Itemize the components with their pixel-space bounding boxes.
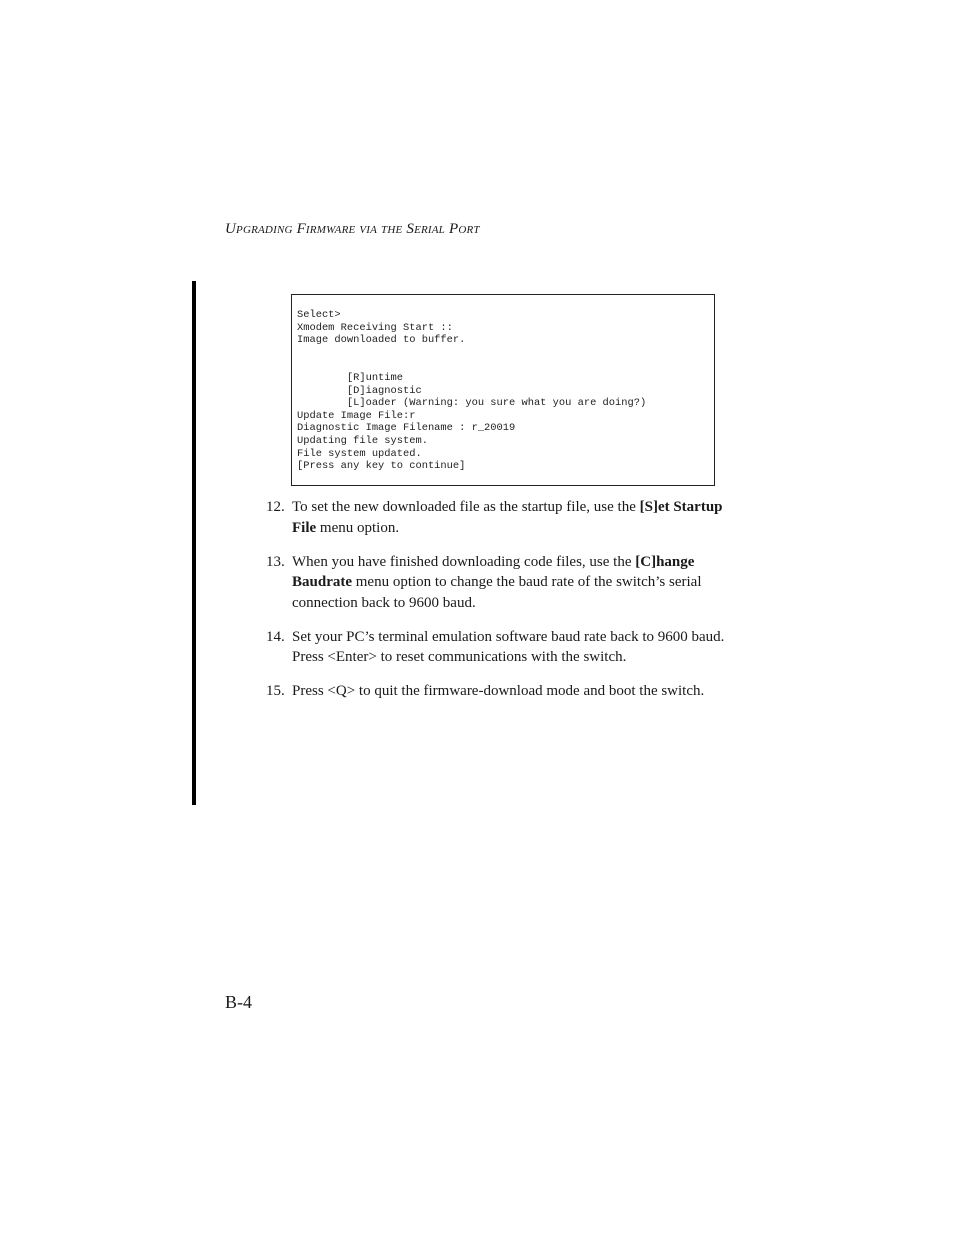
terminal-line: [R]untime — [297, 371, 404, 384]
terminal-line: Diagnostic Image Filename : r_20019 — [297, 422, 516, 435]
step-text: Set your PC’s terminal emulation software baud rate back to 9600 baud. Press <Enter> to reset communications with the switch. — [292, 628, 725, 665]
terminal-line: Image downloaded to buffer. — [297, 334, 466, 347]
menu-option-name: [S]et Startup File — [292, 499, 723, 536]
step-number: 13. — [266, 553, 285, 570]
step-text: To set the new downloaded file as the startup file, use the — [292, 499, 640, 515]
step-14 — [262, 627, 732, 668]
step-12 — [262, 497, 732, 538]
step-number: 12. — [266, 499, 285, 515]
step-13 — [262, 552, 732, 614]
terminal-line: [D]iagnostic — [297, 384, 422, 397]
terminal-output-box — [291, 294, 715, 486]
terminal-line: [Press any key to continue] — [297, 460, 466, 473]
step-text: When you have finished downloading code files, use the — [292, 553, 636, 570]
terminal-line: File system updated. — [297, 447, 422, 460]
instruction-steps — [262, 497, 732, 715]
menu-option-name: [C]hange Baudrate — [292, 553, 695, 590]
step-text: Press <Q> to quit the firmware-download mode and boot the switch. — [292, 683, 705, 699]
step-number: 15. — [266, 683, 285, 699]
terminal-line: [L]oader (Warning: you sure what you are doing?) — [297, 397, 647, 410]
terminal-line: Xmodem Receiving Start :: — [297, 321, 453, 334]
terminal-line: Select> — [297, 309, 341, 321]
step-text: menu option to change the baud rate of the switch’s serial connection back to 9600 baud. — [292, 574, 702, 611]
terminal-line — [297, 359, 714, 372]
step-number: 14. — [266, 628, 285, 645]
running-header: Upgrading Firmware via the Serial Port — [225, 221, 480, 237]
step-text: menu option. — [316, 519, 400, 536]
terminal-line: Updating file system. — [297, 434, 428, 447]
page-number: B-4 — [225, 992, 252, 1012]
step-15 — [262, 681, 732, 702]
terminal-line: Update Image File:r — [297, 409, 416, 422]
change-bar — [192, 281, 196, 805]
terminal-line — [297, 347, 714, 360]
